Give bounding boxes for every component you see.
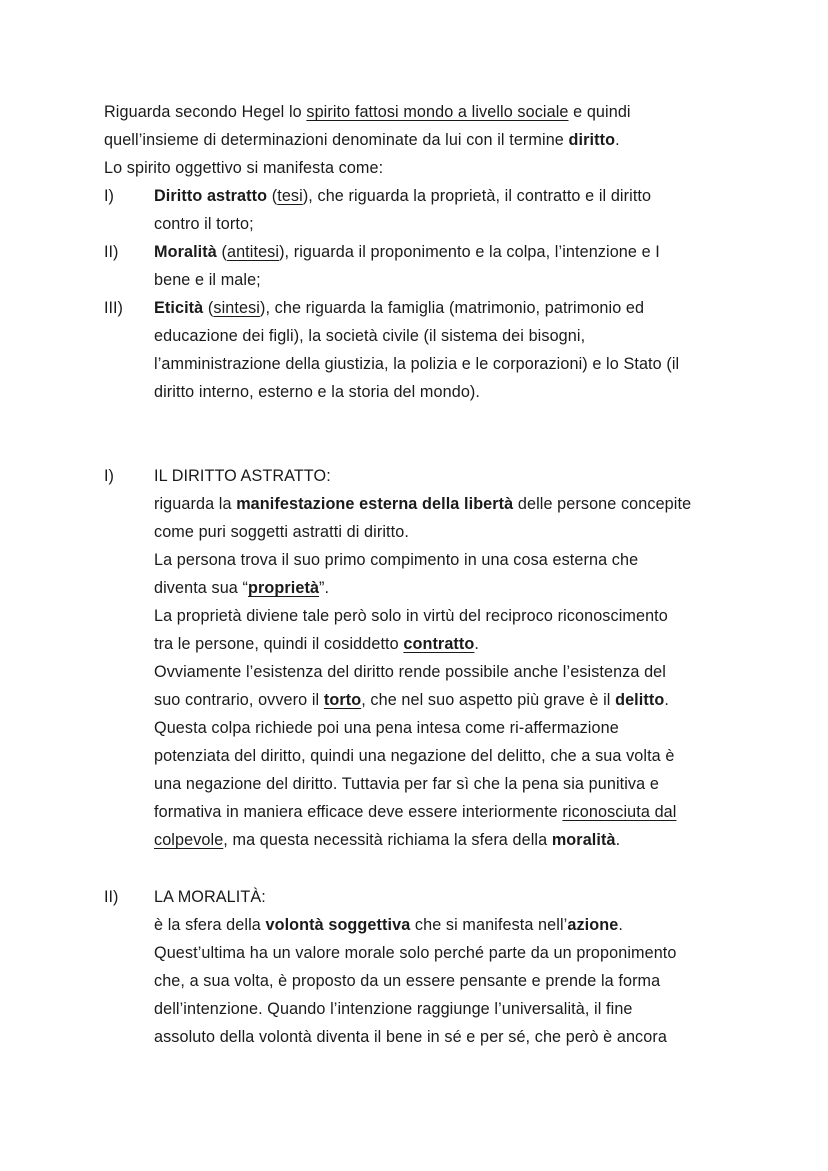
paragraph-line: formativa in maniera efficace deve essere interiormente riconosciuta dal xyxy=(154,803,677,821)
paragraph-line: tra le persone, quindi il cosiddetto contratto. xyxy=(154,635,480,653)
intro-line-1: Riguarda secondo Hegel lo spirito fattosi mondo a livello sociale e quindi xyxy=(104,103,631,121)
paragraph-line: Ovviamente l’esistenza del diritto rende possibile anche l’esistenza del xyxy=(154,663,666,681)
list-item-eticita: Eticità (sintesi), che riguarda la famiglia (matrimonio, patrimonio ed xyxy=(154,299,645,317)
paragraph-line: riguarda la manifestazione esterna della libertà delle persone concepite xyxy=(154,495,692,513)
paragraph-line: diventa sua “proprietà”. xyxy=(154,579,330,597)
list-item-continuation: diritto interno, esterno e la storia del mondo). xyxy=(154,383,481,401)
list-item-moralita: Moralità (antitesi), riguarda il proponimento e la colpa, l’intenzione e I xyxy=(154,243,660,261)
list-number: I) xyxy=(104,187,114,205)
section-number: I) xyxy=(104,467,114,485)
paragraph-line: dell’intenzione. Quando l’intenzione raggiunge l’universalità, il fine xyxy=(154,1000,633,1018)
list-item-continuation: contro il torto; xyxy=(154,215,254,233)
section-number: II) xyxy=(104,888,119,906)
paragraph-line: La persona trova il suo primo compimento in una cosa esterna che xyxy=(154,551,639,569)
intro-line-2: quell’insieme di determinazioni denominate da lui con il termine diritto. xyxy=(104,131,620,149)
paragraph-line: Quest’ultima ha un valore morale solo perché parte da un proponimento xyxy=(154,944,677,962)
paragraph-line: Questa colpa richiede poi una pena intesa come ri-affermazione xyxy=(154,719,619,737)
list-item-continuation: l’amministrazione della giustizia, la polizia e le corporazioni) e lo Stato (il xyxy=(154,355,680,373)
section-title-moralita: LA MORALITÀ: xyxy=(154,888,266,906)
paragraph-line: è la sfera della volontà soggettiva che si manifesta nell’azione. xyxy=(154,916,623,934)
list-item-continuation: educazione dei figli), la società civile (il sistema dei bisogni, xyxy=(154,327,586,345)
paragraph-line: una negazione del diritto. Tuttavia per far sì che la pena sia punitiva e xyxy=(154,775,659,793)
intro-line-3: Lo spirito oggettivo si manifesta come: xyxy=(104,159,384,177)
paragraph-line: La proprietà diviene tale però solo in virtù del reciproco riconoscimento xyxy=(154,607,668,625)
list-item-diritto-astratto: Diritto astratto (tesi), che riguarda la proprietà, il contratto e il diritto xyxy=(154,187,652,205)
list-item-continuation: bene e il male; xyxy=(154,271,261,289)
paragraph-line: assoluto della volontà diventa il bene in sé e per sé, che però è ancora xyxy=(154,1028,667,1046)
paragraph-line: colpevole, ma questa necessità richiama la sfera della moralità. xyxy=(154,831,621,849)
paragraph-line: suo contrario, ovvero il torto, che nel suo aspetto più grave è il delitto. xyxy=(154,691,669,709)
list-number: II) xyxy=(104,243,119,261)
section-title-diritto-astratto: IL DIRITTO ASTRATTO: xyxy=(154,467,331,485)
list-number: III) xyxy=(104,299,123,317)
paragraph-line: come puri soggetti astratti di diritto. xyxy=(154,523,409,541)
paragraph-line: che, a sua volta, è proposto da un essere pensante e prende la forma xyxy=(154,972,661,990)
paragraph-line: potenziata del diritto, quindi una negazione del delitto, che a sua volta è xyxy=(154,747,675,765)
